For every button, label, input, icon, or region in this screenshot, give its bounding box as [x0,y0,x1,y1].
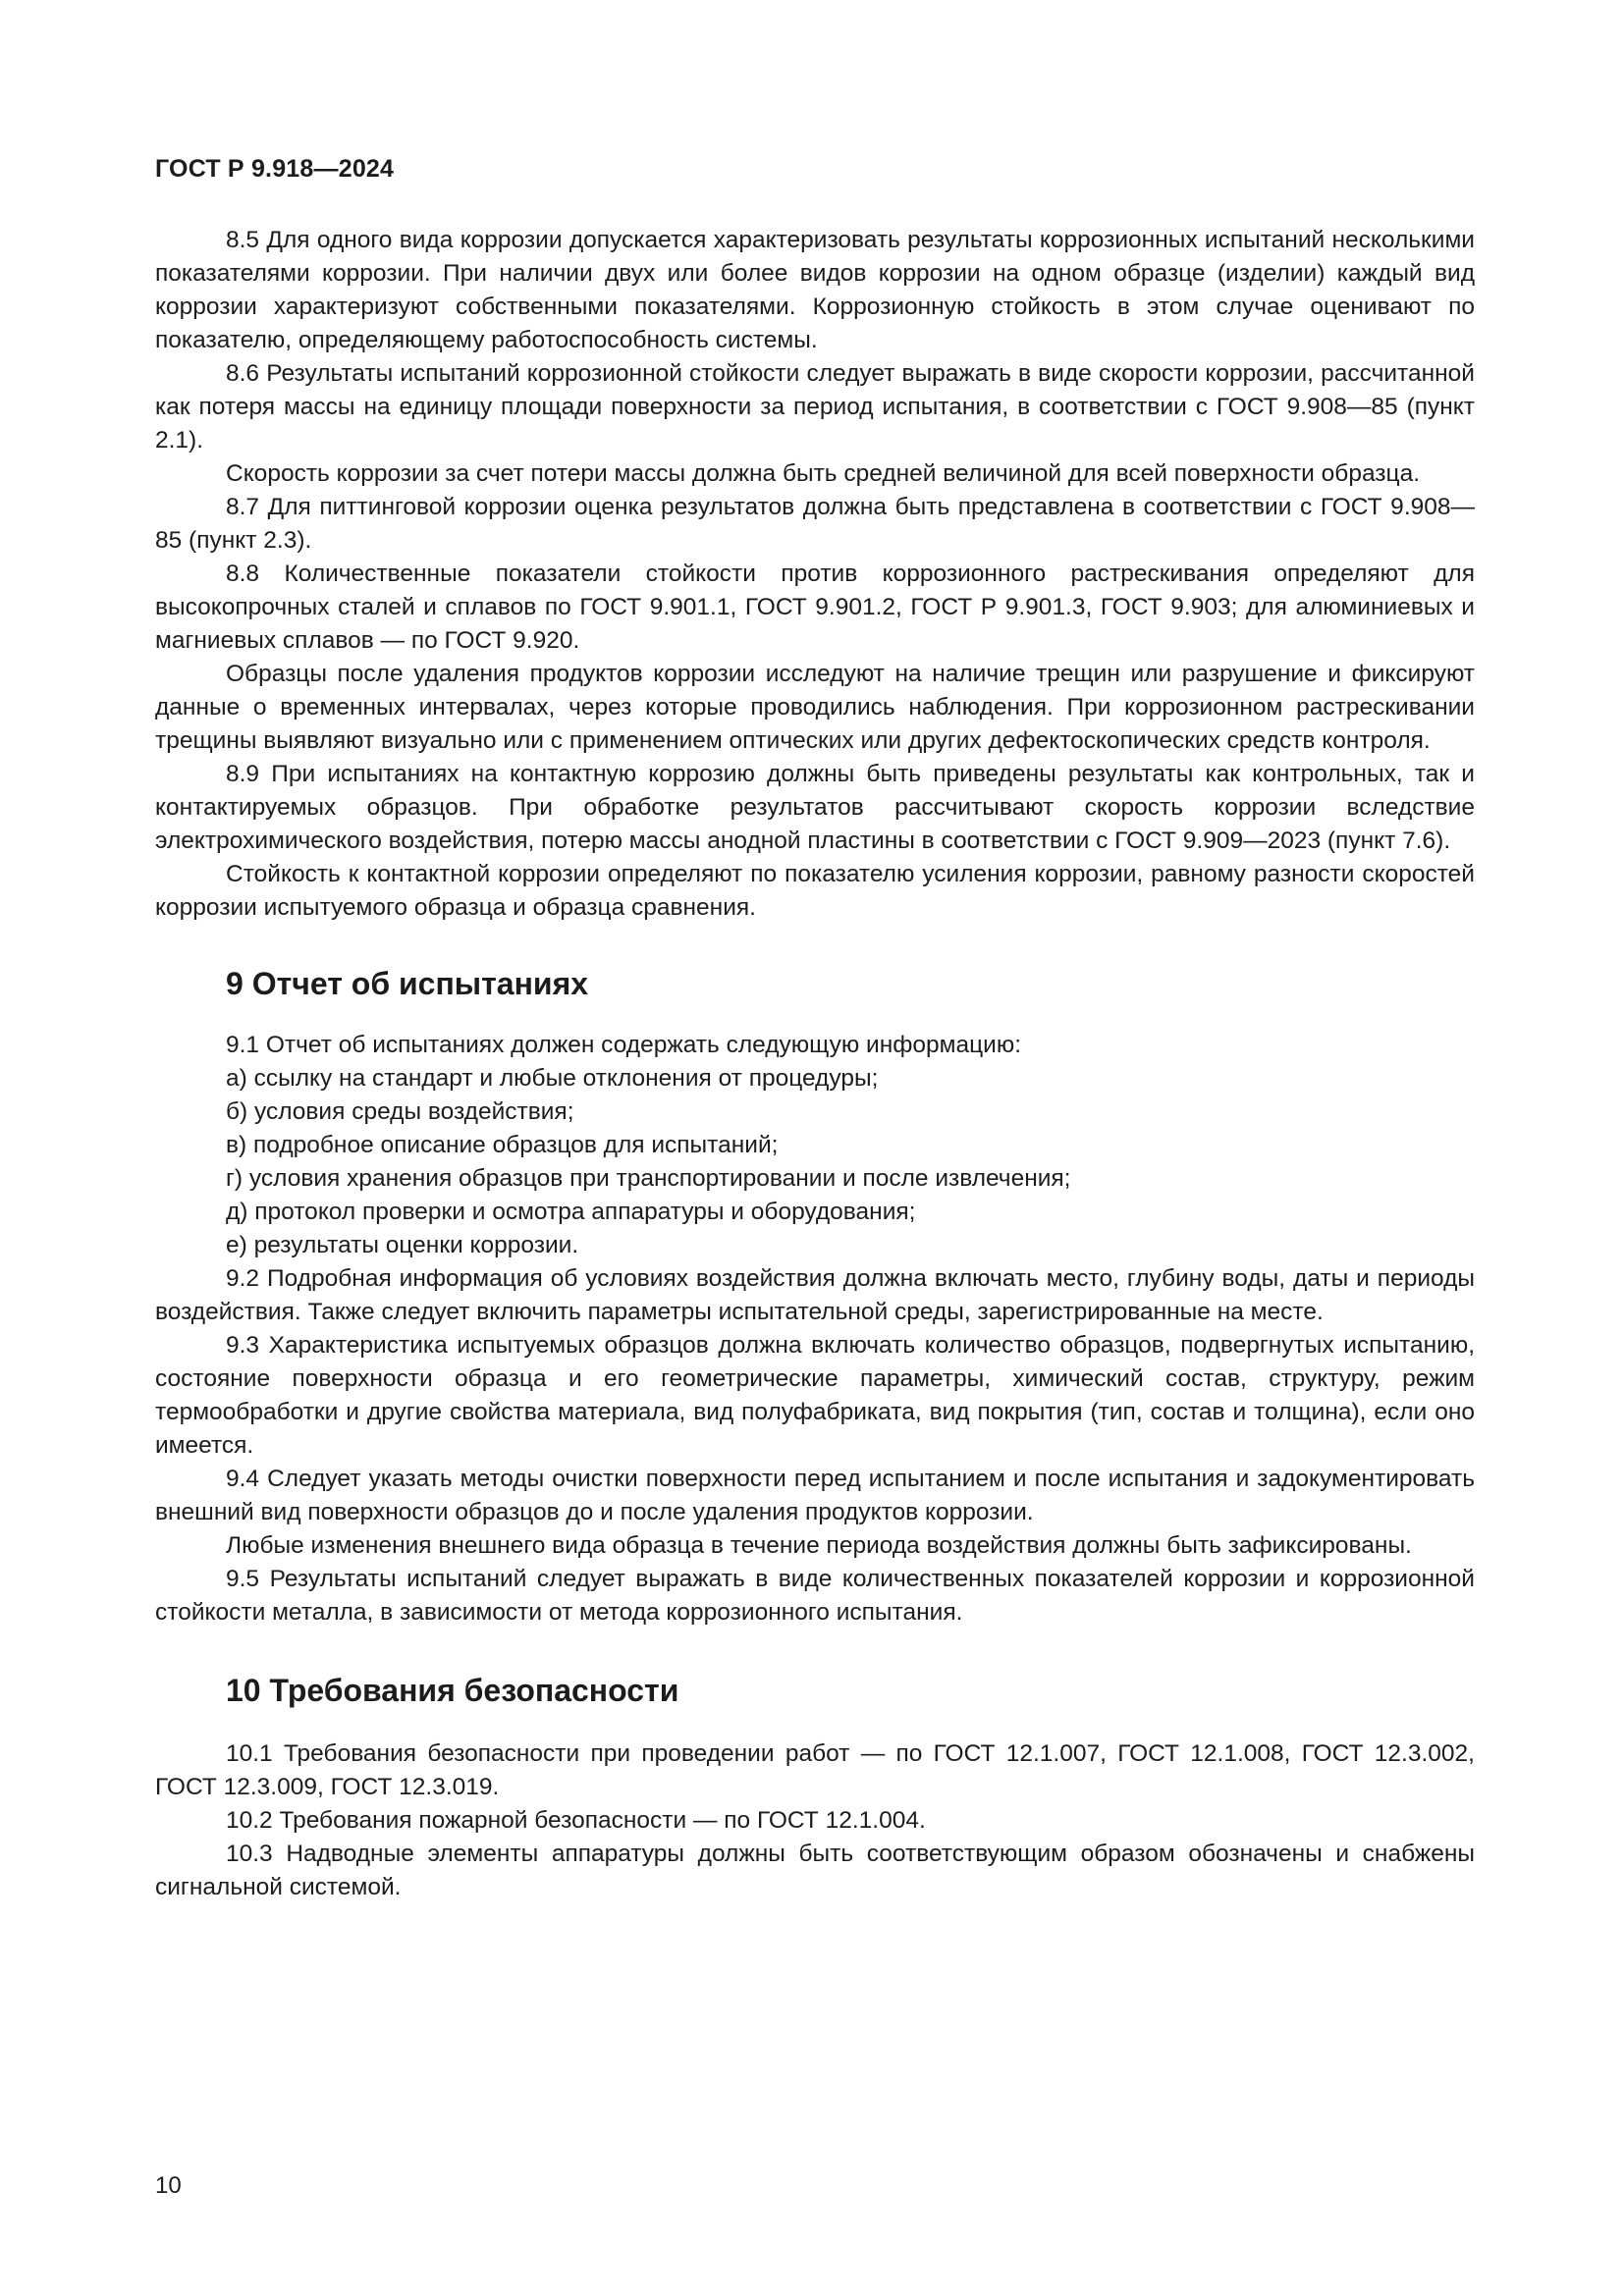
paragraph-8-6-note: Скорость коррозии за счет потери массы должна быть средней величиной для всей поверхности образца. [226,460,1421,487]
paragraph-10-3: 10.3 Надводные элементы аппаратуры должны быть соответствующим образом обозначены и снабжены сигнальной системой. [155,1841,1475,1900]
list-item-9-1-e: е) результаты оценки коррозии. [226,1232,579,1258]
paragraph-10-1: 10.1 Требования безопасности при проведении работ — по ГОСТ 12.1.007, ГОСТ 12.1.008, ГОСТ 12.3.002, ГОСТ 12.3.009, ГОСТ 12.3.019. [155,1740,1475,1800]
list-item-9-1-a: а) ссылку на стандарт и любые отклонения от процедуры; [226,1065,879,1092]
paragraph-9-4-note: Любые изменения внешнего вида образца в течение периода воздействия должны быть зафиксированы. [226,1532,1412,1559]
paragraph-8-7: 8.7 Для питтинговой коррозии оценка результатов должна быть представлена в соответствии с ГОСТ 9.908—85 (пункт 2.3). [155,494,1475,554]
paragraph-8-6: 8.6 Результаты испытаний коррозионной стойкости следует выражать в виде скорости коррозии, рассчитанной как потеря массы на единицу площади поверхности за период испытания, в соответствии с ГОСТ 9.908—85 (пункт 2.1). [155,360,1475,454]
paragraph-8-8: 8.8 Количественные показатели стойкости против коррозионного растрескивания определяют для высокопрочных сталей и сплавов по ГОСТ 9.901.1, ГОСТ 9.901.2, ГОСТ Р 9.901.3, ГОСТ 9.903; для алюминиевых и магниевых сплавов — по ГОСТ 9.920. [155,561,1475,654]
paragraph-9-4: 9.4 Следует указать методы очистки поверхности перед испытанием и после испытания и задокументировать внешний вид поверхности образцов до и после удаления продуктов коррозии. [155,1466,1475,1525]
paragraph-9-5: 9.5 Результаты испытаний следует выражать в виде количественных показателей коррозии и коррозионной стойкости металла, в зависимости от метода коррозионного испытания. [155,1566,1475,1626]
list-item-9-1-b: б) условия среды воздействия; [226,1098,574,1125]
paragraph-8-8-note: Образцы после удаления продуктов коррозии исследуют на наличие трещин или разрушение и фиксируют данные о временных интервалах, через которые проводились наблюдения. При коррозионном растрескивании трещины выявляют визуально или с применением оптических или других дефектоскопических средств контроля. [155,661,1475,754]
section-9-heading: 9 Отчет об испытаниях [226,966,589,1001]
document-header-code: ГОСТ Р 9.918—2024 [155,155,395,183]
paragraph-9-3: 9.3 Характеристика испытуемых образцов должна включать количество образцов, подвергнутых испытанию, состояние поверхности образца и его геометрические параметры, химический состав, структуру, режим термообработки и другие свойства материала, вид полуфабриката, вид покрытия (тип, состав и толщина), если оно имеется. [155,1332,1475,1459]
document-body [155,224,1475,1904]
paragraph-10-2: 10.2 Требования пожарной безопасности — по ГОСТ 12.1.004. [226,1807,926,1834]
section-10-heading: 10 Требования безопасности [226,1673,679,1708]
list-item-9-1-v: в) подробное описание образцов для испытаний; [226,1132,779,1158]
section-8-paragraphs [155,224,1475,925]
section-10-paragraphs [155,1737,1475,1904]
paragraph-8-9-note: Стойкость к контактной коррозии определяют по показателю усиления коррозии, равному разности скоростей коррозии испытуемого образца и образца сравнения. [155,861,1475,921]
list-item-9-1-d: д) протокол проверки и осмотра аппаратуры и оборудования; [226,1199,916,1225]
list-item-9-1-g: г) условия хранения образцов при транспортировании и после извлечения; [226,1165,1071,1192]
paragraph-9-1: 9.1 Отчет об испытаниях должен содержать следующую информацию: [226,1032,1022,1058]
paragraph-8-5: 8.5 Для одного вида коррозии допускается характеризовать результаты коррозионных испытаний несколькими показателями коррозии. При наличии двух или более видов коррозии на одном образце (изделии) каждый вид коррозии характеризуют собственными показателями. Коррозионную стойкость в этом случае оценивают по показателю, определяющему работоспособность системы. [155,227,1475,353]
paragraph-8-9: 8.9 При испытаниях на контактную коррозию должны быть приведены результаты как контрольных, так и контактируемых образцов. При обработке результатов рассчитывают скорость коррозии вследствие электрохимического воздействия, потерю массы анодной пластины в соответствии с ГОСТ 9.909—2023 (пункт 7.6). [155,761,1475,854]
section-9-paragraphs [155,1029,1475,1629]
page-number: 10 [155,2172,182,2199]
paragraph-9-2: 9.2 Подробная информация об условиях воздействия должна включать место, глубину воды, даты и периоды воздействия. Также следует включить параметры испытательной среды, зарегистрированные на месте. [155,1265,1475,1325]
